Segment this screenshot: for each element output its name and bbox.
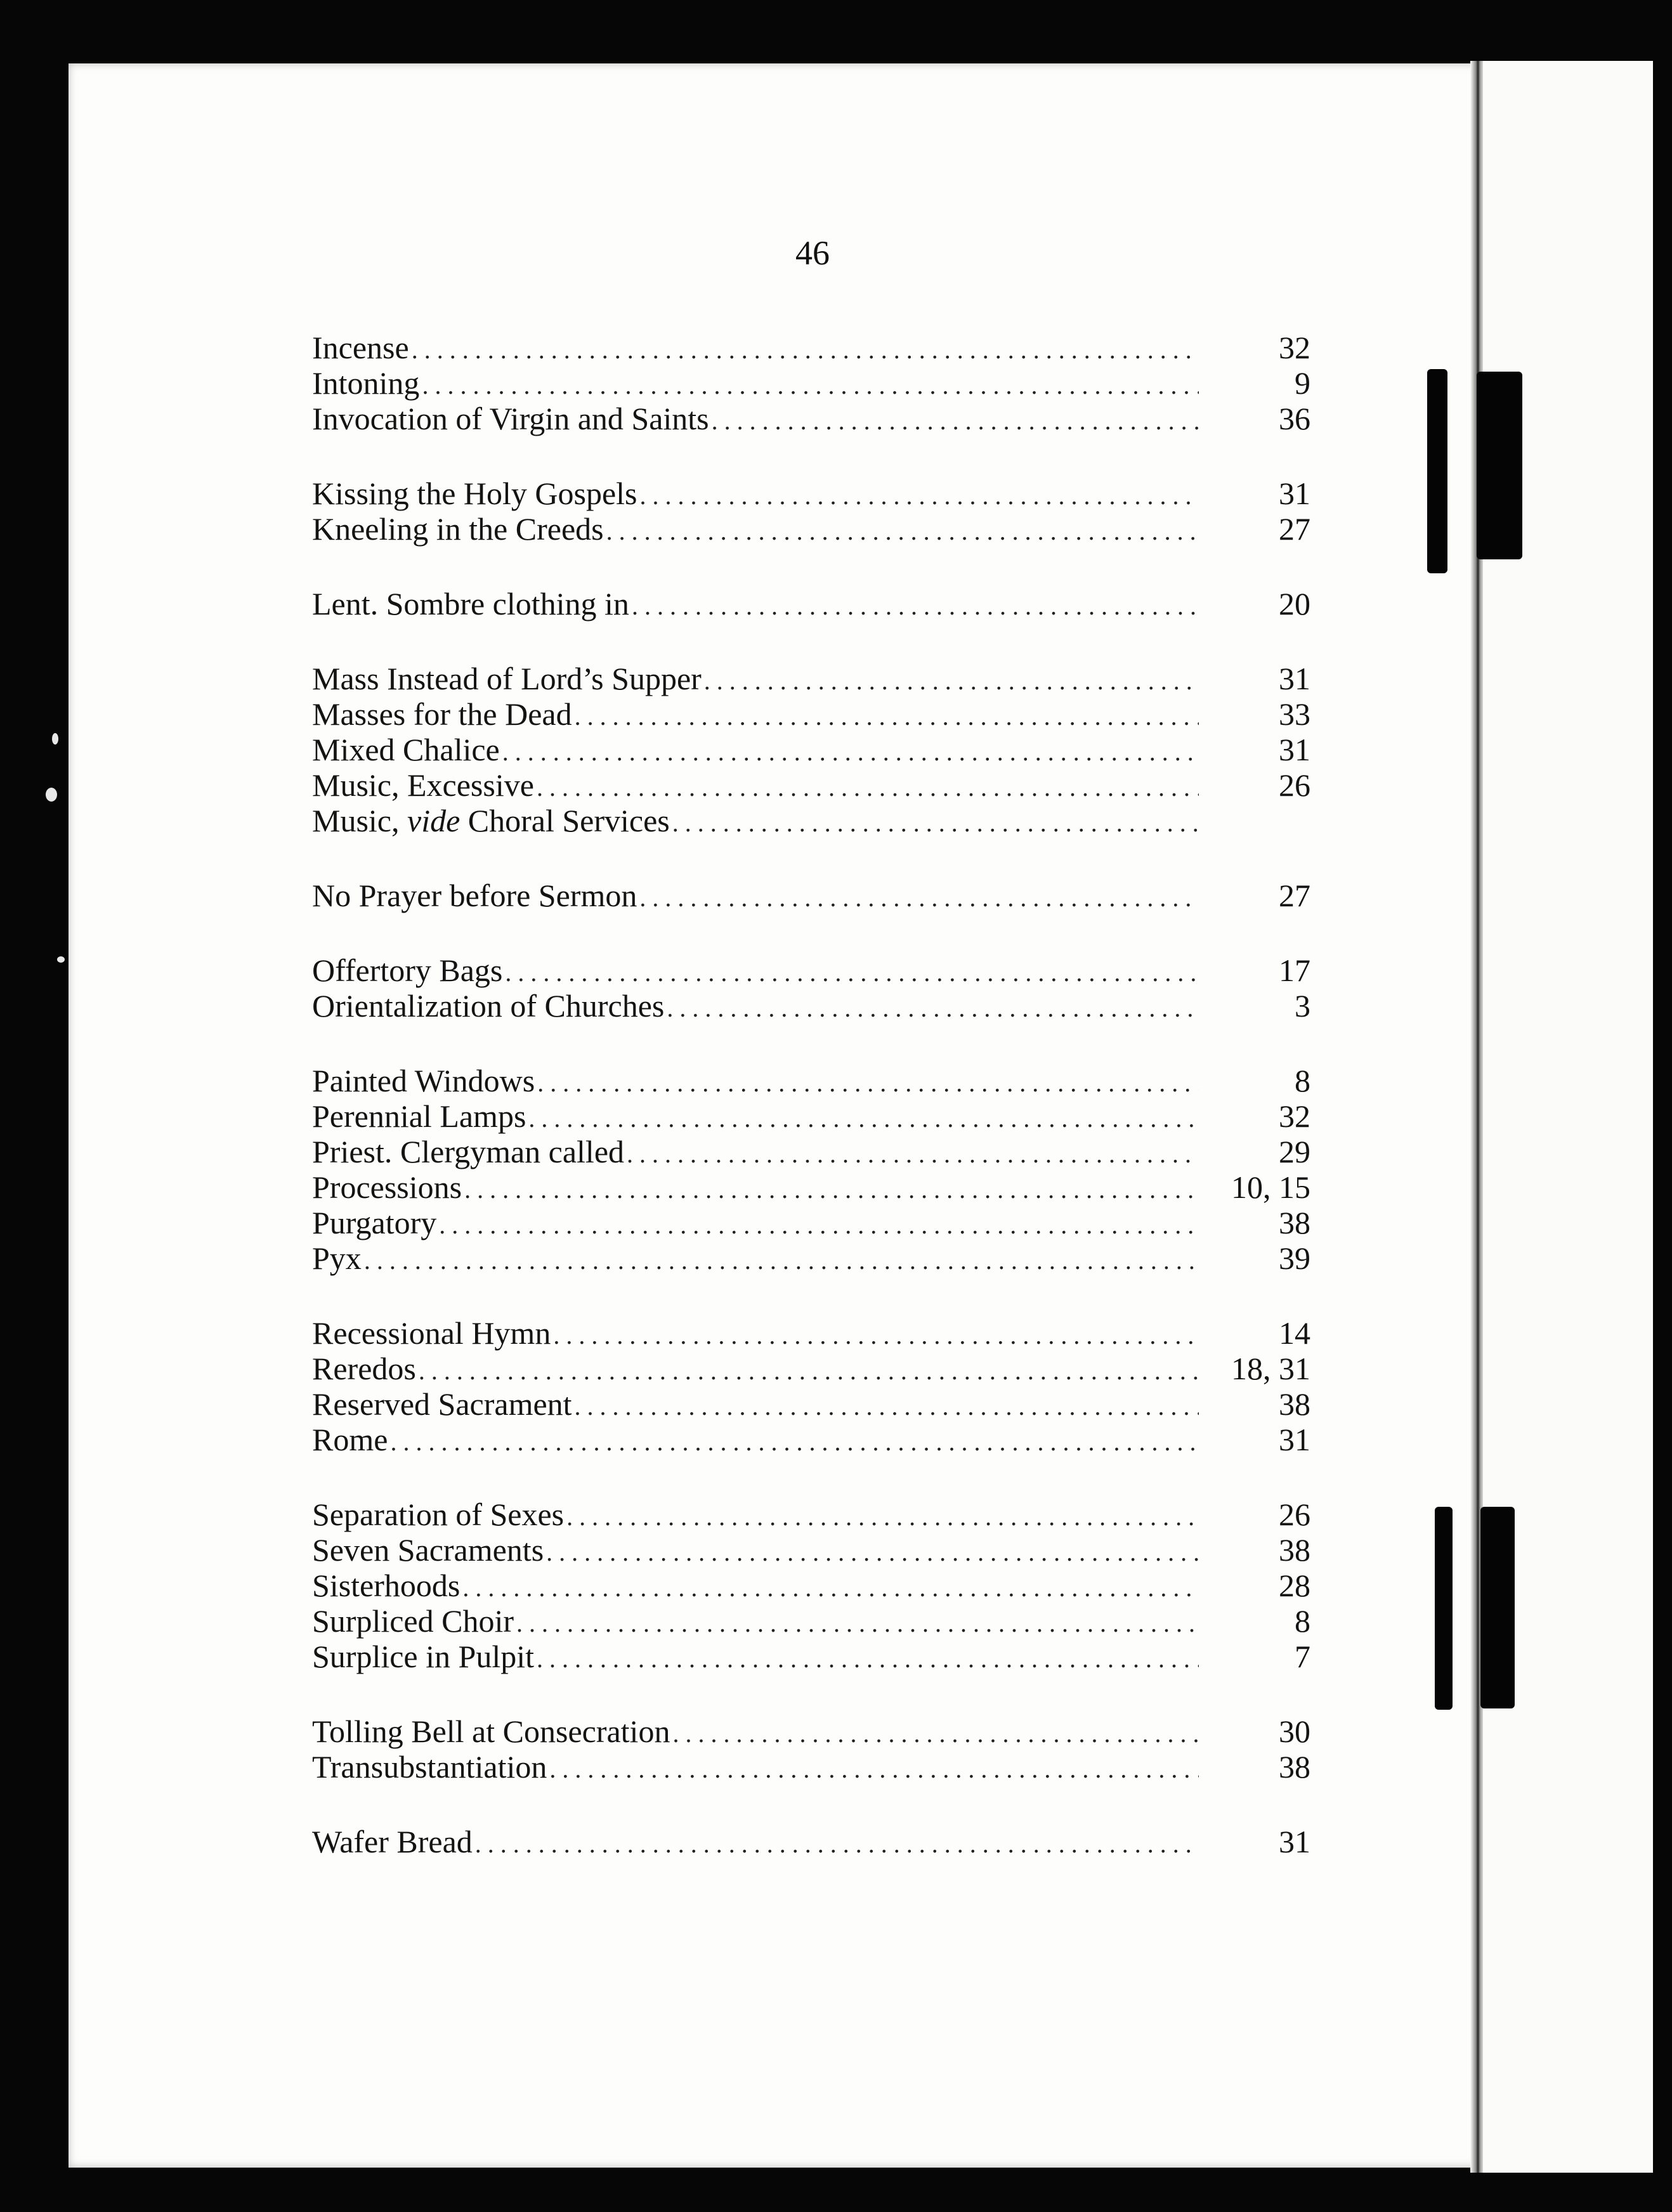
subject-index [312,330,1310,1899]
index-page-ref: 8 [1295,1603,1310,1639]
index-page-ref: 38 [1279,1532,1310,1568]
index-page-ref: 17 [1279,953,1310,988]
index-page-ref: 18, 31 [1231,1351,1310,1386]
index-entry [312,953,1310,988]
index-term [312,803,670,838]
dot-leader [704,661,1199,699]
index-entry [312,1240,1310,1276]
index-page-ref: 33 [1279,696,1310,732]
index-term: Surplice in Pulpit [312,1639,534,1674]
index-term: No Prayer before Sermon [312,878,637,913]
dot-leader [639,878,1199,916]
index-page-ref: 8 [1295,1063,1310,1098]
dot-leader [566,1497,1199,1535]
index-page-ref: 14 [1279,1315,1310,1351]
dot-leader [672,803,1199,841]
index-page-ref: 30 [1279,1714,1310,1749]
index-term: Offertory Bags [312,953,503,988]
dot-leader [475,1824,1199,1862]
index-page-ref: 27 [1279,511,1310,547]
index-entry [312,1824,1310,1859]
index-entry [312,1714,1310,1749]
index-term: Rome [312,1422,388,1457]
dot-leader [422,365,1199,403]
scan-speck [57,956,65,963]
index-term: Painted Windows [312,1063,535,1098]
index-entry [312,1134,1310,1169]
index-page-ref: 31 [1279,661,1310,696]
index-entry [312,1568,1310,1603]
index-entry [312,1639,1310,1674]
index-letter-group [312,953,1310,1024]
index-term: Intoning [312,365,420,401]
index-page-ref: 26 [1279,1497,1310,1532]
index-page-ref: 32 [1279,330,1310,365]
index-letter-group [312,878,1310,913]
index-letter-group [312,661,1310,838]
scan-speck [52,733,58,745]
index-term: Separation of Sexes [312,1497,565,1532]
index-entry [312,696,1310,732]
index-entry [312,476,1310,511]
index-term: Kneeling in the Creeds [312,511,604,547]
dot-leader [439,1205,1199,1243]
index-term: Mixed Chalice [312,732,500,767]
binding-clip-top-left [1427,369,1447,573]
dot-leader [627,1134,1199,1172]
binding-clip-bottom-left [1435,1507,1453,1710]
index-page-ref: 29 [1279,1134,1310,1169]
index-entry [312,1386,1310,1422]
index-letter-group [312,476,1310,547]
index-term: Mass Instead of Lord’s Supper [312,661,702,696]
index-entry [312,878,1310,913]
dot-leader [528,1098,1199,1136]
dot-leader [537,1063,1199,1101]
index-term: Seven Sacraments [312,1532,544,1568]
index-entry [312,511,1310,547]
index-term-prefix: Music, [312,803,407,838]
index-term: Masses for the Dead [312,696,572,732]
index-page-ref: 32 [1279,1098,1310,1134]
index-letter-group [312,1714,1310,1785]
index-page-ref: 7 [1295,1639,1310,1674]
index-term: Tolling Bell at Consecration [312,1714,670,1749]
index-term: Recessional Hymn [312,1315,551,1351]
index-term: Perennial Lamps [312,1098,526,1134]
page-number: 46 [795,234,830,272]
index-term: Processions [312,1169,462,1205]
index-page-ref: 31 [1279,1824,1310,1859]
index-entry [312,1351,1310,1386]
dot-leader [575,1386,1199,1424]
index-entry [312,1603,1310,1639]
index-entry [312,1169,1310,1205]
index-entry [312,365,1310,401]
index-page-ref: 38 [1279,1205,1310,1240]
index-entry [312,803,1310,838]
index-entry [312,330,1310,365]
index-term: Orientalization of Churches [312,988,665,1024]
scan-speck [46,788,57,802]
index-term: Kissing the Holy Gospels [312,476,637,511]
dot-leader [632,586,1199,624]
index-letter-group [312,1824,1310,1859]
index-term: Incense [312,330,409,365]
index-page-ref: 39 [1279,1240,1310,1276]
index-term: Music, Excessive [312,767,534,803]
dot-leader [464,1169,1199,1207]
dot-leader [549,1749,1199,1787]
dot-leader [553,1315,1199,1353]
dot-leader [546,1532,1199,1570]
index-term-italic: vide [407,803,460,838]
binding-clip-top-right [1477,372,1522,559]
index-term: Reredos [312,1351,416,1386]
dot-leader [575,696,1199,734]
index-page-ref: 38 [1279,1749,1310,1785]
index-page-ref: 3 [1295,988,1310,1024]
index-term: Purgatory [312,1205,437,1240]
index-entry [312,767,1310,803]
dot-leader [667,988,1199,1026]
index-term: Sisterhoods [312,1568,460,1603]
index-entry [312,1205,1310,1240]
index-entry [312,586,1310,621]
dot-leader [537,767,1199,805]
index-entry [312,1749,1310,1785]
dot-leader [419,1351,1199,1389]
dot-leader [606,511,1199,549]
index-entry [312,1063,1310,1098]
dot-leader [672,1714,1199,1752]
dot-leader [390,1422,1199,1460]
dot-leader [502,732,1199,770]
index-entry [312,661,1310,696]
index-entry [312,1532,1310,1568]
binding-clip-bottom-right [1480,1507,1515,1708]
index-entry [312,1315,1310,1351]
dot-leader [537,1639,1199,1677]
index-page-ref: 28 [1279,1568,1310,1603]
index-term: Pyx [312,1240,362,1276]
index-page-ref: 20 [1279,586,1310,621]
index-page-ref: 27 [1279,878,1310,913]
index-page-ref: 10, 15 [1231,1169,1310,1205]
index-letter-group [312,330,1310,436]
index-term: Lent. Sombre clothing in [312,586,629,621]
index-term: Wafer Bread [312,1824,473,1859]
index-term: Surpliced Choir [312,1603,514,1639]
dot-leader [712,401,1199,439]
index-term-suffix: Choral Services [460,803,670,838]
index-page-ref: 31 [1279,1422,1310,1457]
index-page-ref: 38 [1279,1386,1310,1422]
index-term: Invocation of Virgin and Saints [312,401,709,436]
dot-leader [640,476,1199,514]
index-term: Reserved Sacrament [312,1386,572,1422]
index-entry [312,732,1310,767]
index-term: Transubstantiation [312,1749,547,1785]
index-page-ref: 31 [1279,476,1310,511]
index-page-ref: 26 [1279,767,1310,803]
dot-leader [516,1603,1199,1641]
index-letter-group [312,1063,1310,1276]
index-letter-group [312,586,1310,621]
index-entry [312,401,1310,436]
dot-leader [412,330,1199,368]
index-page-ref: 31 [1279,732,1310,767]
dot-leader [505,953,1199,991]
index-entry [312,1098,1310,1134]
dot-leader [364,1240,1199,1278]
index-page-ref: 9 [1295,365,1310,401]
index-entry [312,988,1310,1024]
index-page-ref: 36 [1279,401,1310,436]
index-letter-group [312,1497,1310,1674]
index-entry [312,1422,1310,1457]
index-entry [312,1497,1310,1532]
index-letter-group [312,1315,1310,1457]
index-term: Priest. Clergyman called [312,1134,625,1169]
dot-leader [462,1568,1199,1606]
